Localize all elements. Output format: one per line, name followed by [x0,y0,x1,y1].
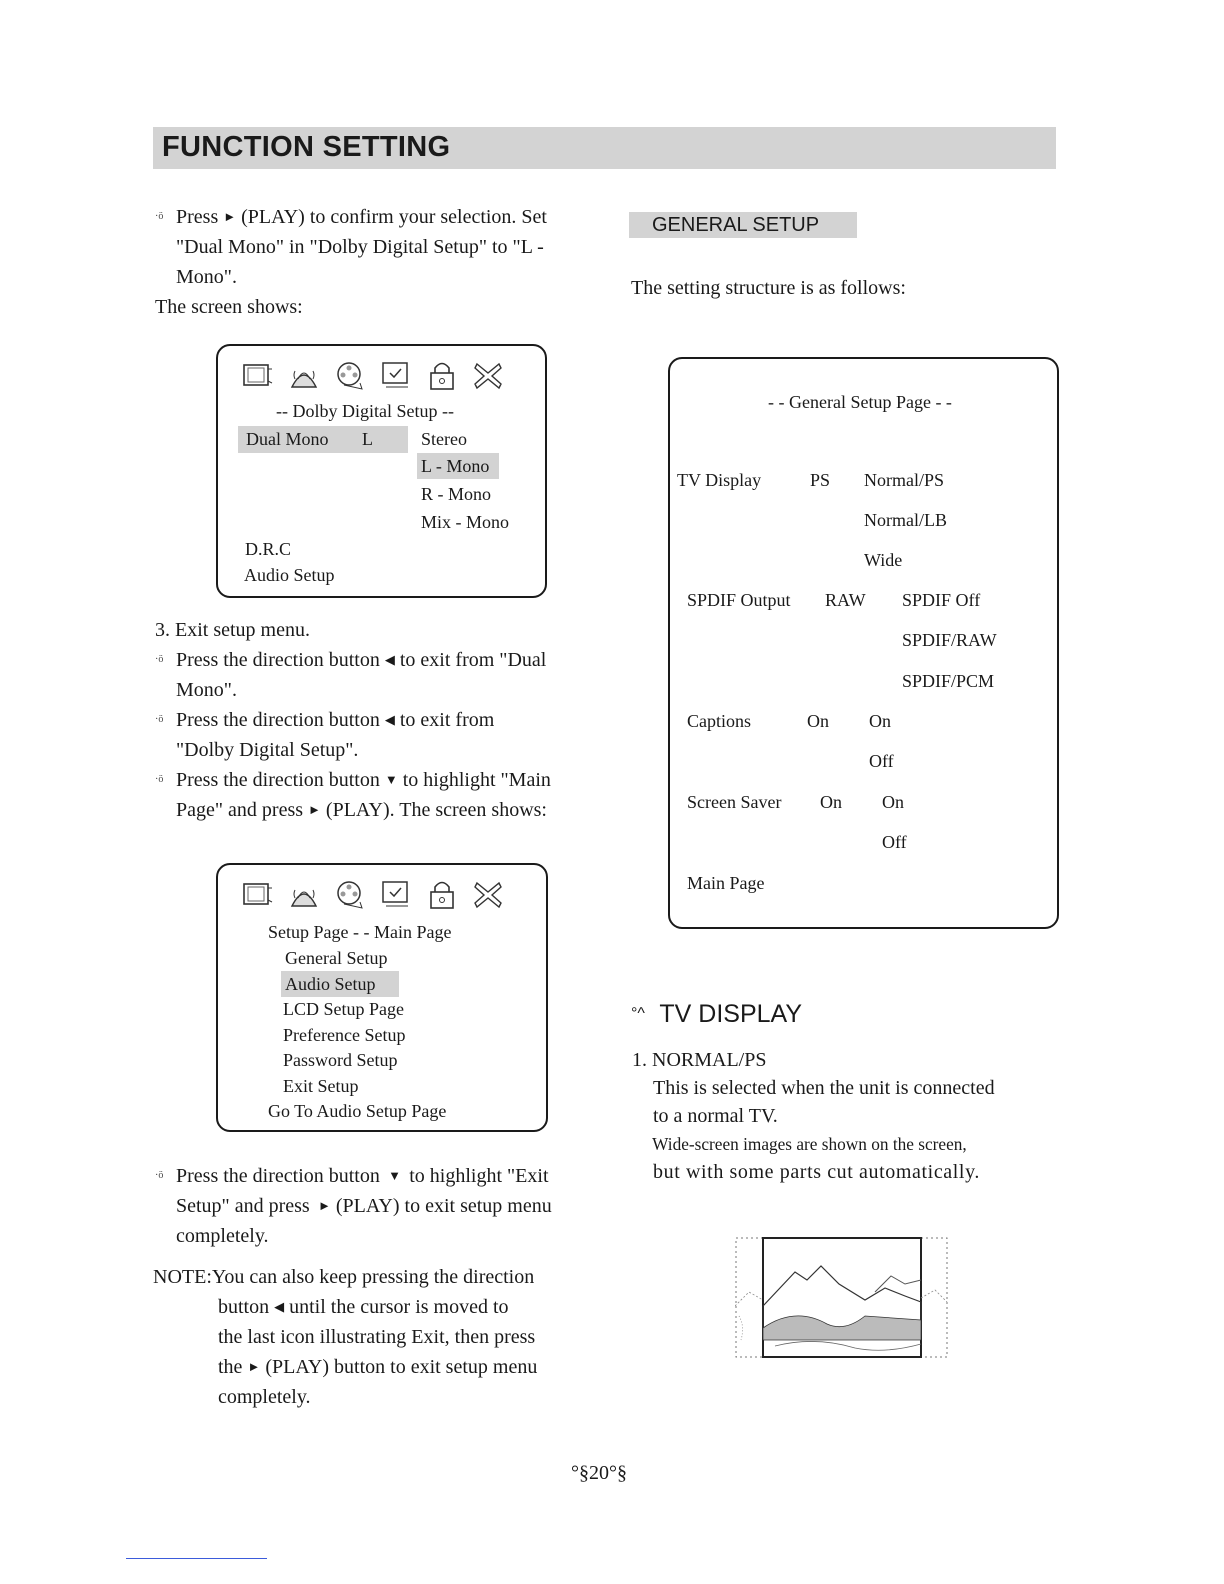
bullet-mark: ·ö [155,1170,164,1181]
step3-b1-start: Press the direction button [176,649,380,671]
screen-saver-option: Off [882,832,907,852]
tv-display-label: TV Display [677,470,762,490]
display-check-icon [380,359,412,393]
bullet-mark: ·ö [155,774,164,785]
note-line2-end: until the cursor is moved to [289,1296,509,1318]
main-page-item: Main Page [687,873,765,893]
step3-block [155,615,595,825]
dual-mono-value: L [362,429,373,449]
play-arrow-icon: ► [223,209,237,224]
note-line2-start: button [218,1296,270,1318]
normal-ps-line1: This is selected when the unit is connected [653,1077,995,1099]
note-line3: the last icon illustrating Exit, then press [218,1326,536,1348]
display-check-icon [380,878,412,912]
heading-mark: °^ [631,1005,645,1022]
dolby-setup-menu [216,344,547,598]
exit-line2-start: Setup" and press [176,1195,310,1217]
exit-instructions [155,1161,600,1251]
note-line1: NOTE:You can also keep pressing the direction [153,1266,535,1288]
menu-icon-row [242,878,518,912]
normal-ps-block [632,1046,1052,1186]
normal-ps-line2: to a normal TV. [653,1105,778,1127]
screen-shows-caption: The screen shows: [155,296,303,318]
note-line5: completely. [218,1386,311,1408]
lock-icon [426,359,458,393]
left-arrow-icon: ◀ [384,652,395,667]
step3-b2-start: Press the direction button [176,709,380,731]
step3-title: 3. Exit setup menu. [155,619,310,641]
captions-value: On [807,711,829,731]
play-arrow-icon: ► [308,802,321,817]
exit-line1-start: Press the direction button [176,1165,380,1187]
tv-display-option: Normal/LB [864,510,947,530]
tv-display-option: Normal/PS [864,470,945,490]
exit-line3: completely. [176,1225,269,1247]
intro-paragraph [155,202,595,322]
page-title: FUNCTION SETTING [162,131,451,163]
dual-mono-label: Dual Mono [246,429,329,449]
general-setup-tag: GENERAL SETUP [629,212,857,238]
structure-intro: The setting structure is as follows: [631,277,906,299]
general-setup-title: - - General Setup Page - - [768,392,952,412]
option-stereo[interactable]: Stereo [421,429,467,449]
captions-label: Captions [687,711,752,731]
bullet-mark: ·ö [155,654,164,665]
left-arrow-icon: ◀ [384,712,395,727]
screen-saver-value: On [820,792,842,812]
note-line4-start: the [218,1356,243,1378]
step3-b3-line2-end: (PLAY). The screen shows: [325,799,547,821]
exit-line1-end: to highlight "Exit [409,1165,549,1187]
spdif-value: RAW [825,590,866,610]
menu-item-lcd-setup[interactable]: LCD Setup Page [283,999,404,1019]
audio-speaker-icon [288,878,320,912]
option-l-mono[interactable]: L - Mono [417,453,499,479]
spdif-option: SPDIF Off [902,590,981,610]
audio-setup-item[interactable]: Audio Setup [244,565,335,585]
exit-x-icon [472,359,504,393]
down-arrow-icon: ▼ [384,1168,405,1183]
bullet-mark: ·ö [155,211,164,222]
general-setup-structure [668,357,1059,929]
tv-display-heading-text: TV DISPLAY [659,1000,803,1028]
tv-screen-icon [242,878,274,912]
normal-ps-line3: Wide-screen images are shown on the screen, [652,1134,967,1154]
menu-item-audio-setup[interactable]: Audio Setup [281,971,399,997]
step3-b3-end: to highlight "Main [402,769,551,791]
step3-b2-end: to exit from [399,709,495,731]
menu-item-general-setup[interactable]: General Setup [285,948,388,968]
intro-line1-end: (PLAY) to confirm your selection. Set [241,206,547,228]
footer-rule [126,1558,267,1559]
play-arrow-icon: ► [314,1198,331,1213]
screen-saver-label: Screen Saver [687,792,782,812]
section-header-bar [153,127,1056,169]
spdif-label: SPDIF Output [687,590,791,610]
note-line4-end: (PLAY) button to exit setup menu [265,1356,538,1378]
film-reel-icon [334,878,366,912]
screen-saver-option: On [882,792,904,812]
menu-icon-row [242,359,518,393]
note-block [153,1262,598,1412]
main-page-menu [216,863,548,1132]
step3-b3-start: Press the direction button [176,769,380,791]
page-number: °§20°§ [571,1462,627,1484]
play-arrow-icon: ► [247,1359,261,1374]
captions-option: Off [869,751,894,771]
spdif-option: SPDIF/RAW [902,630,997,650]
drc-item[interactable]: D.R.C [245,539,292,559]
captions-option: On [869,711,891,731]
left-arrow-icon: ◀ [274,1299,285,1314]
film-reel-icon [334,359,366,393]
tv-display-option: Wide [864,550,903,570]
normal-ps-line4: but with some parts cut automatically. [653,1161,980,1183]
spdif-option: SPDIF/PCM [902,671,995,691]
step3-b1-line2: Mono". [176,679,237,701]
down-arrow-icon: ▼ [384,772,398,787]
main-menu-title: Setup Page - - Main Page [268,922,452,942]
pan-scan-illustration [735,1236,949,1360]
menu-item-preference-setup[interactable]: Preference Setup [283,1025,406,1045]
step3-b2-line2: "Dolby Digital Setup". [176,739,359,761]
menu-item-password-setup[interactable]: Password Setup [283,1050,398,1070]
menu-item-exit-setup[interactable]: Exit Setup [283,1076,359,1096]
audio-speaker-icon [288,359,320,393]
intro-line1-start: Press [176,206,219,228]
lock-icon [426,878,458,912]
dolby-menu-title: -- Dolby Digital Setup -- [276,401,454,421]
step3-b3-line2-start: Page" and press [176,799,304,821]
tv-display-heading [631,1000,802,1029]
bullet-mark: ·ö [155,714,164,725]
main-menu-footer: Go To Audio Setup Page [268,1101,447,1121]
tv-display-value: PS [810,470,831,490]
option-mix-mono[interactable]: Mix - Mono [421,512,510,532]
option-r-mono[interactable]: R - Mono [421,484,492,504]
tv-screen-icon [242,359,274,393]
intro-line2: "Dual Mono" in "Dolby Digital Setup" to "L - [176,236,544,258]
intro-line3: Mono". [176,266,237,288]
step3-b1-end: to exit from "Dual [399,649,547,671]
dual-mono-row[interactable] [238,426,408,453]
exit-x-icon [472,878,504,912]
exit-line2-end: (PLAY) to exit setup menu [335,1195,552,1217]
normal-ps-title: 1. NORMAL/PS [632,1049,767,1071]
